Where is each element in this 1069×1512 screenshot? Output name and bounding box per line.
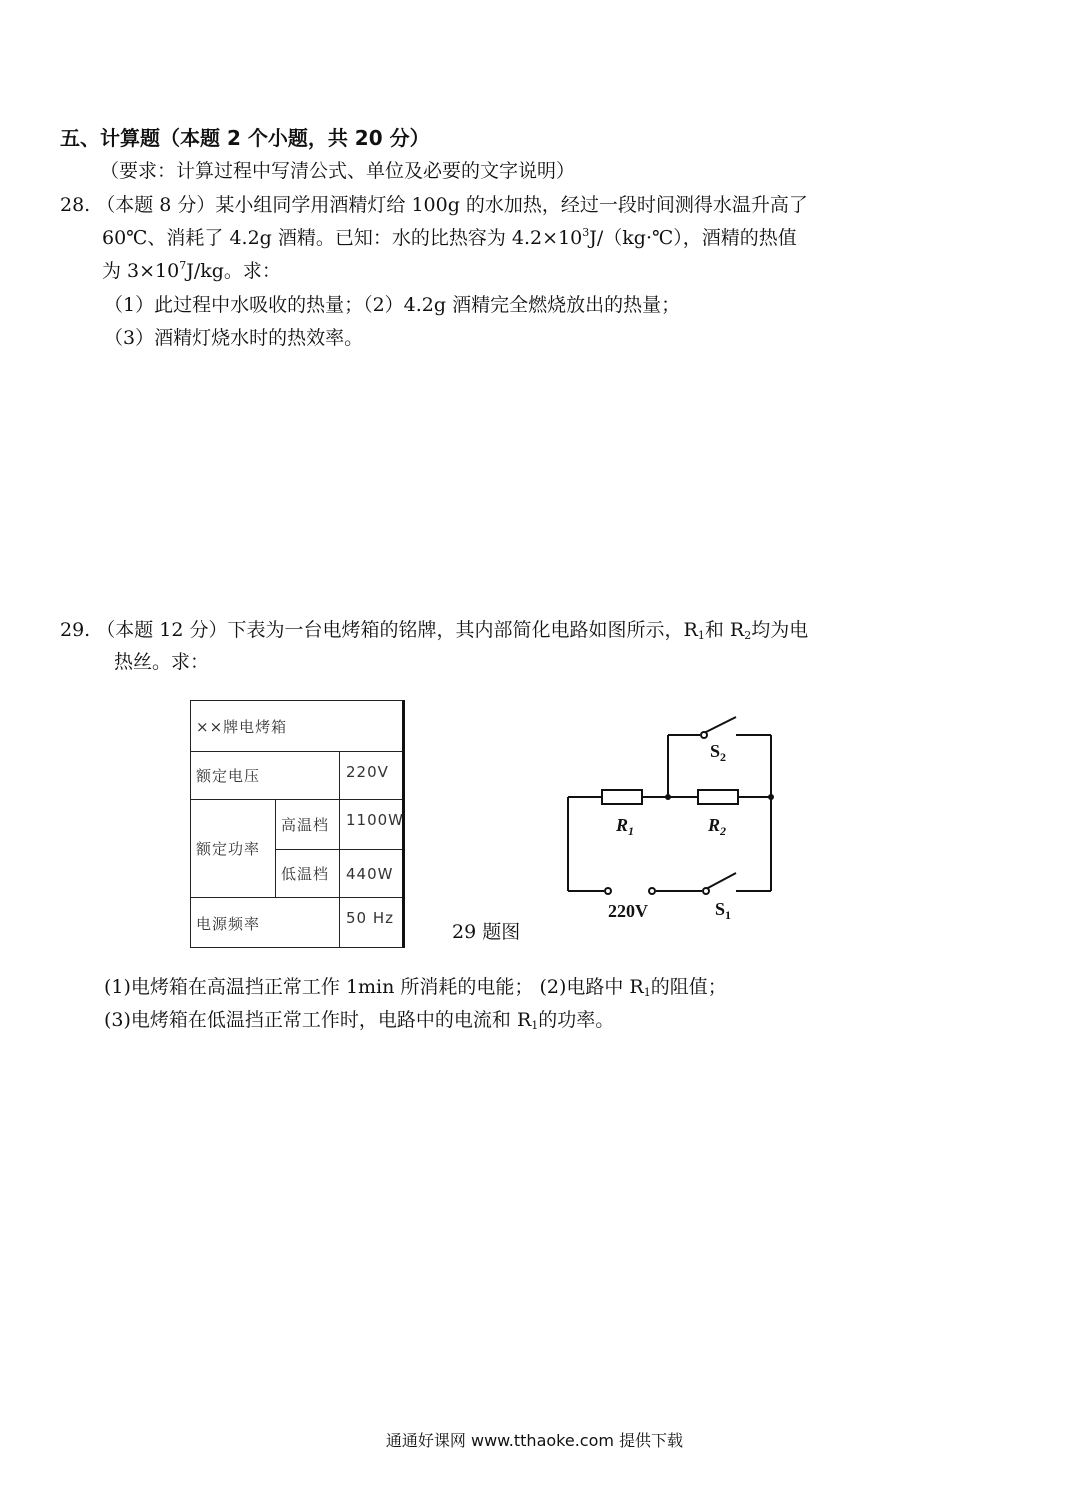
q29-line-1-a: 29. （本题 12 分）下表为一台电烤箱的铭牌，其内部简化电路如图所示，R xyxy=(60,619,698,641)
nameplate-title: ××牌电烤箱 xyxy=(196,717,288,736)
q29-line-1-sub-1: 1 xyxy=(697,629,705,642)
q28-sub-2: （3）酒精灯烧水时的热效率。 xyxy=(104,327,364,349)
junction-dot xyxy=(768,794,774,800)
label-s1: $S_1$ xyxy=(715,899,732,922)
q29-line-1-c: 均为电 xyxy=(751,619,809,641)
rated-voltage-value: 220V xyxy=(346,763,389,781)
switch-s2-blade xyxy=(704,717,736,733)
q28-line-3-sup: 7 xyxy=(179,259,187,272)
nameplate-table xyxy=(190,700,405,948)
q28-line-3-b: J/kg。求： xyxy=(186,260,281,282)
section-heading: 五、计算题（本题 2 个小题，共 20 分） xyxy=(60,126,430,150)
label-s2: $S_2$ xyxy=(710,741,727,764)
q28-line-2-sup: 3 xyxy=(582,226,590,239)
q29-sub-2 xyxy=(104,1006,614,1034)
label-r1: $R_1$ xyxy=(616,815,635,838)
low-temp-value: 440W xyxy=(346,864,394,883)
footer-source: 通通好课网 www.tthaoke.com 提供下载 xyxy=(385,1431,684,1450)
resistor-r2 xyxy=(698,790,738,804)
q28-sub-1: （1）此过程中水吸收的热量；（2）4.2g 酒精完全燃烧放出的热量； xyxy=(104,294,681,316)
section-requirement: （要求：计算过程中写清公式、单位及必要的文字说明） xyxy=(100,160,576,182)
nameplate-column-line xyxy=(275,799,276,897)
q28-line-3 xyxy=(102,257,281,285)
q28-line-2-b: J/（kg·℃），酒精的热值 xyxy=(589,227,797,249)
q29-line-1-b: 和 R xyxy=(704,619,745,641)
q28-line-2-a: 60℃、消耗了 4.2g 酒精。已知：水的比热容为 4.2×10 xyxy=(102,227,583,249)
circuit-wires xyxy=(568,717,771,894)
q28-line-1: 28. （本题 8 分）某小组同学用酒精灯给 100g 的水加热，经过一段时间测得水温升高了 xyxy=(60,194,808,216)
q29-line-2: 热丝。求： xyxy=(114,651,210,673)
switch-s1-blade xyxy=(706,873,736,889)
source-terminal xyxy=(605,888,611,894)
figure-caption: 29 题图 xyxy=(452,921,521,943)
q29-line-1-sub-2: 2 xyxy=(744,629,752,642)
label-r2: $R_2$ xyxy=(708,815,727,838)
junction-dot xyxy=(665,794,671,800)
nameplate-column-line xyxy=(339,751,340,948)
q29-sub-2-a: (3)电烤箱在低温挡正常工作时，电路中的电流和 R xyxy=(104,1009,532,1031)
label-source: 220V xyxy=(608,901,648,921)
high-temp-value: 1100W xyxy=(346,811,405,829)
q29-sub-1-b: 的阻值； xyxy=(650,976,727,998)
q28-line-3-a: 为 3×10 xyxy=(102,260,180,282)
low-temp-label: 低温档 xyxy=(281,865,330,883)
q29-sub-2-b: 的功率。 xyxy=(538,1009,615,1031)
switch-s2-terminal xyxy=(701,732,707,738)
rated-power-label: 额定功率 xyxy=(196,840,261,858)
q29-sub-1 xyxy=(104,973,727,1001)
q29-sub-1-a: (1)电烤箱在高温挡正常工作 1min 所消耗的电能； (2)电路中 R xyxy=(104,976,644,998)
q29-sub-2-sub: 1 xyxy=(531,1019,539,1032)
q29-line-1 xyxy=(60,616,808,644)
source-terminal xyxy=(649,888,655,894)
high-temp-label: 高温档 xyxy=(281,815,330,834)
frequency-label: 电源频率 xyxy=(196,914,261,933)
q28-line-2 xyxy=(102,224,797,252)
frequency-value: 50 Hz xyxy=(346,909,395,927)
rated-voltage-label: 额定电压 xyxy=(196,767,261,785)
circuit-diagram xyxy=(560,705,790,935)
switch-s1-terminal xyxy=(703,888,709,894)
resistor-r1 xyxy=(602,790,642,804)
q29-sub-1-sub: 1 xyxy=(643,986,651,999)
